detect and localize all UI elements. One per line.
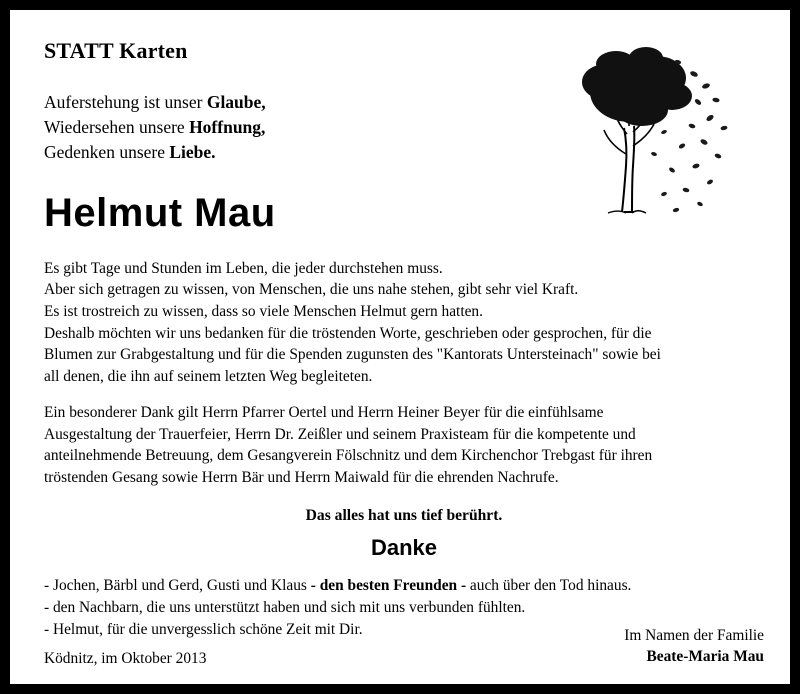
list-item xyxy=(44,597,764,619)
text-line: Deshalb möchten wir uns bedanken für die tröstenden Worte, geschrieben oder gesprochen, für die xyxy=(44,324,652,342)
signature-line-1: Im Namen der Familie xyxy=(624,627,764,645)
text-line: Ausgestaltung der Trauerfeier, Herrn Dr. Zeißler und seinem Praxisteam für die kompetente und xyxy=(44,425,636,443)
place-date: Ködnitz, im Oktober 2013 xyxy=(44,650,207,667)
text-line: Ein besonderer Dank gilt Herrn Pfarrer Oertel und Herrn Heiner Beyer für die einfühlsame xyxy=(44,403,604,421)
verse-line-plain: Wiedersehen unsere xyxy=(44,116,190,137)
verse-line-bold: Glaube, xyxy=(206,92,266,112)
verse-line-bold: Liebe. xyxy=(169,141,216,162)
deceased-name: Helmut Mau xyxy=(44,190,276,235)
text-line: anteilnehmende Betreuung, dem Gesangverein Fölschnitz und dem Kirchenchor Trebgast für ihren xyxy=(44,447,653,465)
text-line: Aber sich getragen zu wissen, von Menschen, die uns nahe stehen, gibt sehr viel Kraft. xyxy=(44,281,579,299)
verse-line-plain: Gedenken unsere xyxy=(44,141,170,162)
closing-line: Das alles hat uns tief berührt. xyxy=(305,506,503,524)
page-title: STATT Karten xyxy=(44,38,188,63)
signature xyxy=(624,626,764,668)
paragraph-1 xyxy=(44,258,764,388)
list-item-pre: - Helmut, für die unvergesslich schöne Zeit mit Dir. xyxy=(44,621,363,639)
obituary-card xyxy=(10,10,790,684)
windblown-tree-icon xyxy=(546,34,756,234)
text-line: Es ist trostreich zu wissen, dass so viele Menschen Helmut gern hatten. xyxy=(44,302,483,320)
list-item-post: auch über den Tod hinaus. xyxy=(466,576,632,594)
list-item-bold: - den besten Freunden - xyxy=(310,576,467,594)
text-line: tröstenden Gesang sowie Herrn Bär und Herrn Maiwald für die ehrenden Nachrufe. xyxy=(44,469,559,486)
paragraph-2 xyxy=(44,402,764,489)
list-item-pre: - den Nachbarn, die uns unterstützt haben und sich mit uns verbunden fühlten. xyxy=(44,598,526,616)
text-line: Es gibt Tage und Stunden im Leben, die jeder durchstehen muss. xyxy=(44,259,443,277)
text-line: all denen, die ihn auf seinem letzten Weg begleiteten. xyxy=(44,368,373,386)
signature-line-2: Beate-Maria Mau xyxy=(646,648,764,666)
text-line: Blumen zur Grabgestaltung und für die Spenden zugunsten des "Kantorats Untersteinach" sowie bei xyxy=(44,346,661,364)
list-item-pre: - Jochen, Bärbl und Gerd, Gusti und Klaus xyxy=(44,576,311,594)
body-text xyxy=(44,258,764,489)
verse-line-plain: Auferstehung ist unser xyxy=(44,92,207,112)
list-item xyxy=(44,575,764,597)
danke-heading: Danke xyxy=(370,534,438,560)
footer xyxy=(44,626,764,668)
verse-line-bold: Hoffnung, xyxy=(189,116,266,137)
